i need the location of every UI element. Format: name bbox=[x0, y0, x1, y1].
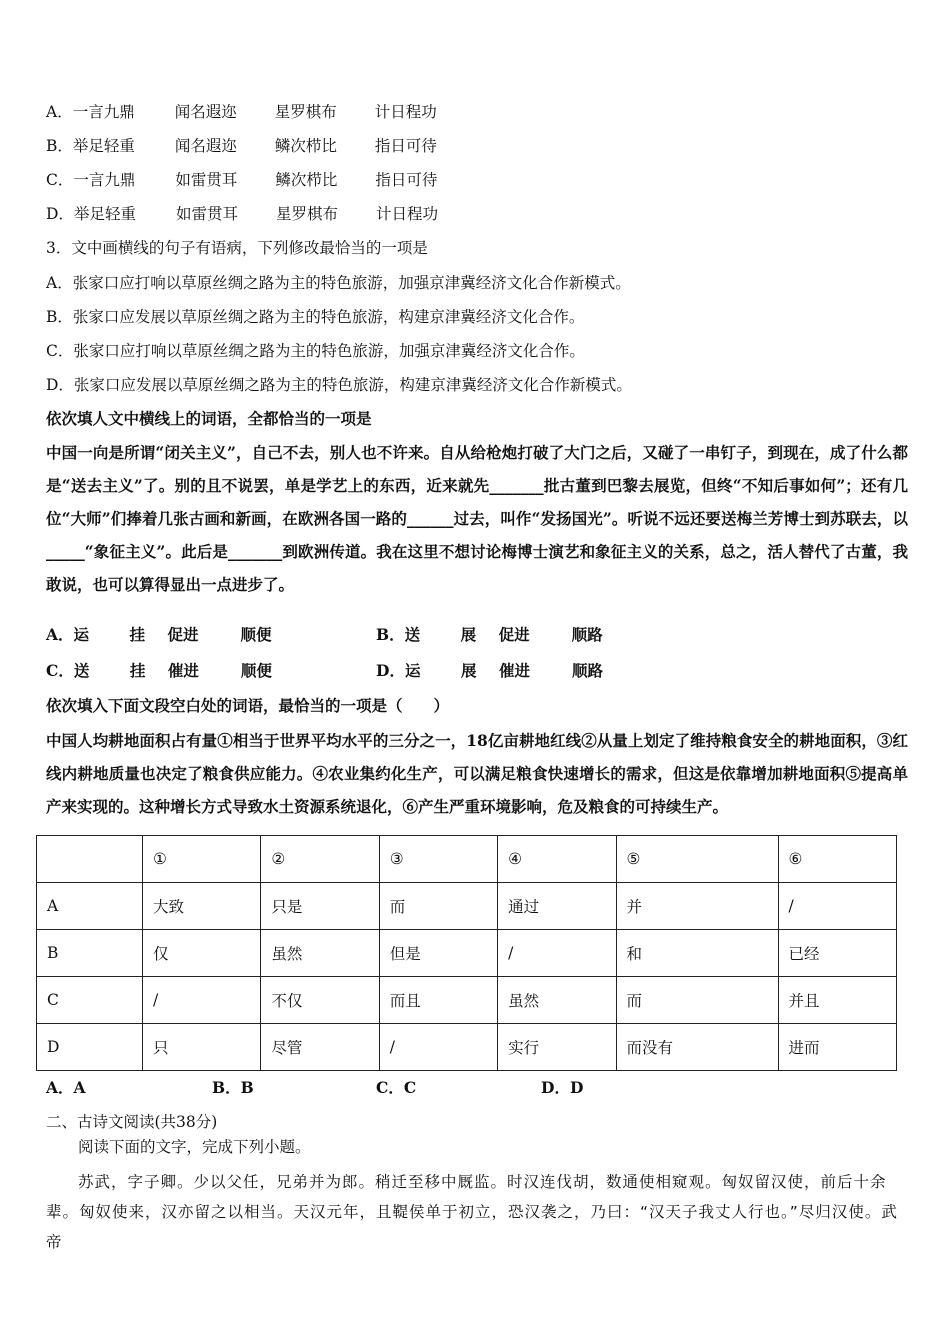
table-cell: D bbox=[37, 1024, 143, 1071]
table-cell: 并且 bbox=[778, 977, 896, 1024]
q4-paragraph: 中国一向是所谓“闭关主义”，自己不去，别人也不许来。自从给枪炮打破了大门之后，又碰了一串钉子，到现在，成了什么都是“送去主义”了。别的且不说罢，单是学艺上的东西，近来就先_______批古董到巴黎去展览，但终“不知后事如何”；还有几位“大师”们捧着几张古画和新画，在欧洲各国一路的______过去，叫作“发扬国光”。听说不远还要送梅兰芳博士到苏联去，以_____“象征主义”。此后是_______到欧洲传道。我在这里不想讨论梅博士演艺和象征主义的关系，总之，活人替代了古董，我敢说，也可以算得显出一点进步了。 bbox=[46, 443, 908, 594]
table-cell bbox=[37, 836, 143, 883]
q3-option-a[interactable]: A．张家口应打响以草原丝绸之路为主的特色旅游，加强京津冀经济文化合作新模式。 bbox=[46, 274, 631, 292]
q3-option-d[interactable]: D．张家口应发展以草原丝绸之路为主的特色旅游，构建京津冀经济文化合作新模式。 bbox=[46, 376, 632, 394]
option-word: 送 bbox=[73, 661, 90, 680]
option-word: 送 bbox=[404, 625, 421, 644]
q2-option-a[interactable] bbox=[46, 102, 437, 122]
option-word: 挂 bbox=[129, 625, 146, 644]
table-cell: 尽管 bbox=[261, 1024, 379, 1071]
option-label: C． bbox=[46, 661, 74, 680]
classical-passage: 苏武，字子卿。少以父任，兄弟并为郎。稍迁至移中厩监。时汉连伐胡，数通使相窥观。匈奴留汉使，前后十余辈。匈奴使来，汉亦留之以相当。天汉元年，且鞮侯单于初立，恐汉袭之，乃曰：“汉天子我丈人行也。”尽归汉使。武帝 bbox=[46, 1173, 898, 1251]
table-cell: 通过 bbox=[498, 883, 616, 930]
table-cell: 只 bbox=[143, 1024, 261, 1071]
option-word: 促进 bbox=[167, 625, 199, 644]
option-label: B． bbox=[46, 137, 73, 155]
q4-option-d[interactable] bbox=[376, 661, 603, 681]
q5-paragraph: 中国人均耕地面积占有量①相当于世界平均水平的三分之一，18亿亩耕地红线②从量上划定了维持粮食安全的耕地面积，③红线内耕地质量也决定了粮食供应能力。④农业集约化生产，可以满足粮食快速增长的需求，但这是依靠增加耕地面积⑤提高单产来实现的。这种增长方式导致水土资源系统退化，⑥产生严重环境影响，危及粮食的可持续生产。 bbox=[46, 731, 908, 816]
table-cell: / bbox=[379, 1024, 497, 1071]
section-instruction: 阅读下面的文字，完成下列小题。 bbox=[78, 1138, 311, 1156]
table-cell: / bbox=[143, 977, 261, 1024]
table-cell: 只是 bbox=[261, 883, 379, 930]
option-label: D． bbox=[376, 661, 405, 680]
table-cell: ④ bbox=[498, 836, 616, 883]
option-word: 展 bbox=[460, 661, 477, 680]
option-word: 展 bbox=[460, 625, 477, 644]
option-word: 一言九鼎 bbox=[73, 171, 136, 189]
option-word: 如雷贯耳 bbox=[175, 205, 238, 223]
table-row bbox=[37, 1024, 897, 1071]
q5-answer-a[interactable]: A．A bbox=[46, 1078, 86, 1097]
option-word: 指日可待 bbox=[375, 171, 438, 189]
option-word: 挂 bbox=[129, 661, 146, 680]
table-cell: 和 bbox=[616, 930, 778, 977]
option-label: A． bbox=[46, 625, 74, 644]
option-word: 促进 bbox=[498, 625, 530, 644]
option-label: B． bbox=[376, 625, 405, 644]
table-cell: C bbox=[37, 977, 143, 1024]
table-cell: ③ bbox=[379, 836, 497, 883]
table-cell: A bbox=[37, 883, 143, 930]
option-word: 催进 bbox=[167, 661, 199, 680]
table-row bbox=[37, 930, 897, 977]
option-label: A． bbox=[46, 103, 73, 121]
option-word: 计日程功 bbox=[374, 103, 437, 121]
q2-option-d[interactable] bbox=[46, 204, 438, 224]
table-cell: 而且 bbox=[379, 977, 497, 1024]
option-word: 指日可待 bbox=[374, 137, 437, 155]
option-word: 举足轻重 bbox=[73, 205, 136, 223]
option-word: 闻名遐迩 bbox=[174, 103, 237, 121]
option-word: 星罗棋布 bbox=[275, 205, 338, 223]
option-word: 顺路 bbox=[571, 661, 603, 680]
option-label: D． bbox=[46, 205, 74, 223]
option-word: 顺路 bbox=[571, 625, 603, 644]
table-cell: 而 bbox=[379, 883, 497, 930]
q4-stem: 依次填人文中横线上的词语，全都恰当的一项是 bbox=[46, 409, 372, 428]
option-word: 顺便 bbox=[240, 625, 272, 644]
option-label: C． bbox=[46, 171, 74, 189]
option-word: 一言九鼎 bbox=[72, 103, 135, 121]
table-cell: 并 bbox=[616, 883, 778, 930]
option-word: 星罗棋布 bbox=[274, 103, 337, 121]
table-cell: B bbox=[37, 930, 143, 977]
q4-option-c[interactable] bbox=[46, 661, 272, 681]
table-cell: 已经 bbox=[778, 930, 896, 977]
table-cell: 进而 bbox=[778, 1024, 896, 1071]
option-word: 举足轻重 bbox=[72, 137, 135, 155]
option-word: 鳞次栉比 bbox=[274, 137, 337, 155]
table-cell: ② bbox=[261, 836, 379, 883]
q5-answer-c[interactable]: C．C bbox=[376, 1078, 417, 1097]
option-word: 闻名遐迩 bbox=[174, 137, 237, 155]
table-cell: / bbox=[498, 930, 616, 977]
table-cell: 但是 bbox=[379, 930, 497, 977]
option-word: 运 bbox=[404, 661, 421, 680]
table-row bbox=[37, 883, 897, 930]
option-word: 鳞次栉比 bbox=[275, 171, 338, 189]
q5-answer-b[interactable]: B．B bbox=[212, 1078, 254, 1097]
table-cell: 实行 bbox=[498, 1024, 616, 1071]
table-cell: ⑤ bbox=[616, 836, 778, 883]
table-cell: 而 bbox=[616, 977, 778, 1024]
q5-answer-table bbox=[36, 835, 897, 1071]
table-cell: ① bbox=[143, 836, 261, 883]
option-word: 计日程功 bbox=[375, 205, 438, 223]
q5-stem: 依次填入下面文段空白处的词语，最恰当的一项是（ ） bbox=[46, 696, 450, 715]
q4-option-a[interactable] bbox=[46, 625, 272, 645]
table-cell: 不仅 bbox=[261, 977, 379, 1024]
q3-stem: 3．文中画横线的句子有语病，下列修改最恰当的一项是 bbox=[46, 239, 428, 257]
q3-option-b[interactable]: B．张家口应发展以草原丝绸之路为主的特色旅游，构建京津冀经济文化合作。 bbox=[46, 308, 585, 326]
table-cell: 大致 bbox=[143, 883, 261, 930]
option-word: 如雷贯耳 bbox=[175, 171, 238, 189]
table-header-row bbox=[37, 836, 897, 883]
q3-option-c[interactable]: C．张家口应打响以草原丝绸之路为主的特色旅游，加强京津冀经济文化合作。 bbox=[46, 342, 585, 360]
option-word: 催进 bbox=[498, 661, 530, 680]
option-word: 运 bbox=[73, 625, 90, 644]
q2-option-c[interactable] bbox=[46, 170, 437, 190]
section-heading: 二、古诗文阅读(共38分) bbox=[46, 1113, 218, 1131]
q5-answer-d[interactable]: D．D bbox=[541, 1078, 584, 1097]
option-word: 顺便 bbox=[240, 661, 272, 680]
table-cell: 虽然 bbox=[498, 977, 616, 1024]
table-cell: / bbox=[778, 883, 896, 930]
table-cell: ⑥ bbox=[778, 836, 896, 883]
table-cell: 仅 bbox=[143, 930, 261, 977]
table-row bbox=[37, 977, 897, 1024]
table-cell: 而没有 bbox=[616, 1024, 778, 1071]
table-cell: 虽然 bbox=[261, 930, 379, 977]
q2-option-b[interactable] bbox=[46, 136, 437, 156]
q4-option-b[interactable] bbox=[376, 625, 603, 645]
